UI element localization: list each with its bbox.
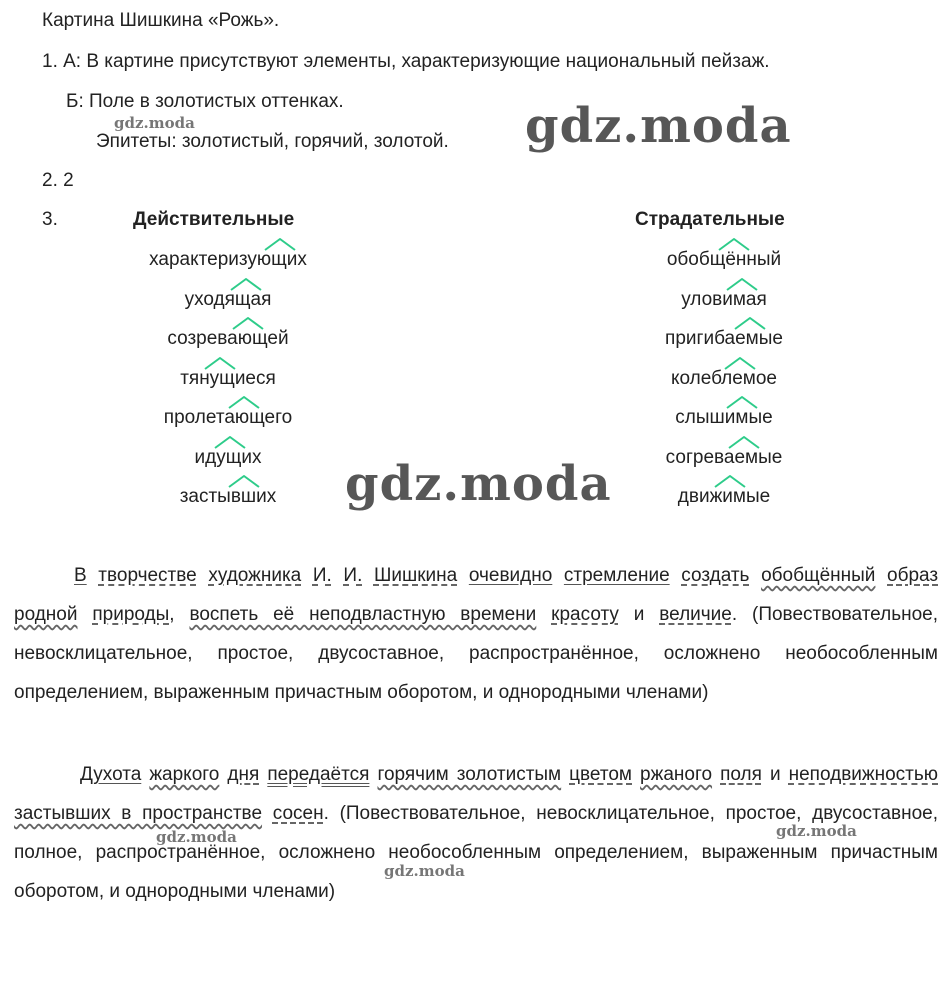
answer-1-epithets: Эпитеты: золотистый, горячий, золотой. (96, 131, 449, 152)
sentence-member: творчестве (98, 565, 197, 586)
active-participle: застывших (179, 486, 277, 507)
sentence-member: очевидно (468, 565, 553, 586)
sentence-text (632, 764, 640, 785)
sentence-member: создать (681, 565, 750, 586)
watermark-large: gdz.moda (525, 98, 792, 154)
sentence-text: (Повествовательное, невосклицательное, простое, двусоставное, распространённое, осложнено необособленным определением, выраженным причастным оборотом, и однородными членами) (14, 604, 939, 703)
sentence-1-paragraph (14, 556, 938, 712)
watermark-small: gdz.moda (384, 862, 465, 880)
sentence-text (712, 764, 720, 785)
sentence-member: воспеть её неподвластную времени (189, 604, 537, 625)
active-participle: идущих (194, 446, 262, 468)
active-participle: созревающей (167, 328, 289, 349)
sentence-member: природы (92, 604, 170, 625)
sentence-text (457, 565, 469, 586)
sentence-text: (Повествовательное, невосклицательное, простое, двусоставное, полное, распространённое, осложнено необособленным определением, выраженным причастным оборотом, и однородными членами) (14, 803, 938, 902)
passive-participle: согреваемые (665, 446, 783, 468)
sentence-member: Духота (80, 764, 142, 785)
sentence-text (749, 565, 761, 586)
watermark-small: gdz.moda (156, 828, 237, 846)
sentence-member: красоту (551, 604, 619, 625)
answer-2: 2. 2 (42, 170, 74, 191)
passive-participle: колеблемое (671, 367, 777, 389)
active-participle: характеризующих (149, 249, 307, 270)
sentence-text (552, 565, 564, 586)
sentence-text (332, 565, 344, 586)
sentence-text (362, 565, 374, 586)
passive-participles-heading: Страдательные (635, 209, 785, 230)
active-participle: пролетающего (163, 407, 293, 428)
suffix-mark (733, 316, 767, 330)
sentence-member: В (74, 565, 87, 586)
sentence-text (301, 565, 313, 586)
sentence-text: и (761, 764, 789, 785)
sentence-member: передаётся (267, 764, 370, 785)
sentence-text (561, 764, 569, 785)
sentence-member: Шишкина (373, 565, 458, 586)
sentence-member: родной (14, 604, 78, 625)
active-participle: тянущиеся (180, 367, 276, 389)
sentence-text: и (618, 604, 660, 625)
passive-participle: движимые (677, 486, 771, 507)
suffix-mark (717, 237, 751, 251)
suffix-mark (229, 277, 263, 291)
passive-participle: уловимая (681, 288, 767, 310)
title: Картина Шишкина «Рожь». (42, 10, 280, 31)
sentence-member: художника (208, 565, 302, 586)
sentence-member: жаркого (149, 764, 220, 785)
passive-participle: слышимые (675, 407, 773, 428)
sentence-text (197, 565, 209, 586)
sentence-member: обобщённый (761, 565, 876, 586)
suffix-mark (227, 395, 261, 409)
suffix-mark (263, 237, 297, 251)
sentence-member: сосен (272, 803, 324, 824)
suffix-mark (723, 356, 757, 370)
sentence-member: ржаного (640, 764, 713, 785)
sentence-text (875, 565, 887, 586)
passive-participle: обобщённый (666, 249, 782, 270)
sentence-text (87, 565, 99, 586)
sentence-text (77, 604, 92, 625)
sentence-member: горячим золотистым (377, 764, 562, 785)
watermark-small: gdz.moda (776, 822, 857, 840)
sentence-text: . (323, 803, 329, 824)
sentence-text (536, 604, 551, 625)
suffix-mark (203, 356, 237, 370)
sentence-member: И. (312, 565, 332, 586)
suffix-mark (213, 435, 247, 449)
suffix-mark (713, 474, 747, 488)
suffix-mark (725, 277, 759, 291)
sentence-text (670, 565, 682, 586)
suffix-mark (725, 395, 759, 409)
watermark-small: gdz.moda (114, 114, 195, 132)
answer-1b: Б: Поле в золотистых оттенках. (66, 91, 344, 112)
sentence-text: . (731, 604, 738, 625)
sentence-member: поля (720, 764, 762, 785)
suffix-mark (727, 435, 761, 449)
sentence-member: И. (343, 565, 363, 586)
sentence-member: образ (887, 565, 939, 586)
answer-1a: 1. А: В картине присутствуют элементы, характеризующие национальный пейзаж. (42, 51, 770, 72)
suffix-mark (231, 316, 265, 330)
passive-participle: пригибаемые (665, 328, 783, 349)
sentence-text (262, 803, 273, 824)
sentence-member: цветом (569, 764, 632, 785)
sentence-member: застывших в пространстве (14, 803, 263, 824)
sentence-member: стремление (563, 565, 670, 586)
active-participles-heading: Действительные (133, 209, 295, 230)
active-participle: уходящая (184, 288, 272, 310)
sentence-member: дня (227, 764, 260, 785)
answer-3-number: 3. (42, 209, 58, 230)
sentence-member: величие (659, 604, 732, 625)
sentence-member: неподвижностью (788, 764, 939, 785)
suffix-mark (227, 474, 261, 488)
sentence-text: , (169, 604, 190, 625)
watermark-large: gdz.moda (345, 456, 612, 512)
